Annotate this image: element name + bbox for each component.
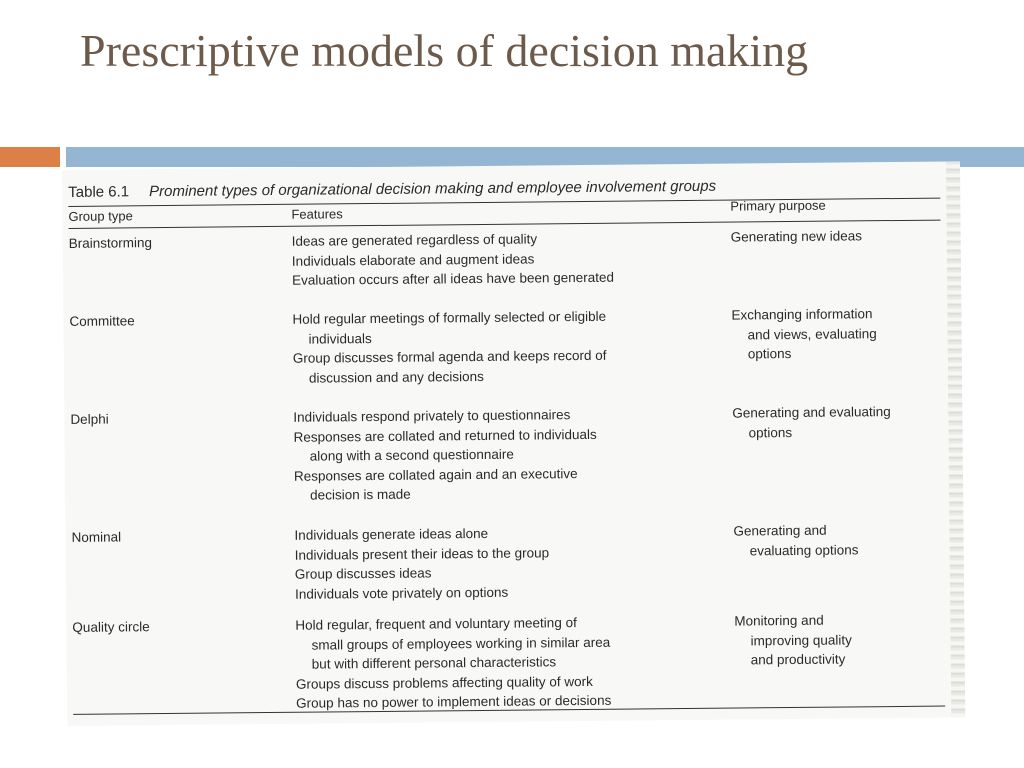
purpose-line: improving quality bbox=[750, 631, 852, 648]
table-number: Table 6.1 bbox=[68, 183, 130, 201]
features-cell bbox=[293, 404, 724, 506]
feature-line: Individuals present their ideas to the group bbox=[294, 544, 550, 563]
feature-line: Individuals respond privately to questionnaires bbox=[293, 407, 571, 425]
feature-line: Hold regular, frequent and voluntary meeting of bbox=[295, 615, 577, 633]
purpose-cell bbox=[732, 402, 942, 443]
feature-line: individuals bbox=[308, 330, 372, 347]
purpose-line: options bbox=[747, 346, 792, 362]
column-header-group-type: Group type bbox=[68, 208, 133, 224]
feature-line: small groups of employees working in similar area bbox=[311, 634, 611, 653]
feature-line: Individuals vote privately on options bbox=[295, 584, 509, 602]
table-row bbox=[64, 402, 944, 503]
purpose-line: Exchanging information bbox=[731, 306, 873, 323]
purpose-cell bbox=[734, 610, 945, 671]
feature-line: Individuals generate ideas alone bbox=[294, 525, 489, 543]
group-type-cell: Nominal bbox=[71, 529, 122, 545]
purpose-cell bbox=[733, 520, 943, 561]
table-caption-title: Prominent types of organizational decision making and employee involvement groups bbox=[149, 177, 717, 201]
features-cell bbox=[292, 228, 723, 291]
feature-line: Ideas are generated regardless of quality bbox=[291, 231, 538, 249]
purpose-line: Generating and bbox=[733, 522, 827, 539]
table-row bbox=[65, 520, 945, 602]
purpose-cell bbox=[731, 304, 942, 365]
features-cell bbox=[294, 522, 725, 604]
slide-title: Prescriptive models of decision making bbox=[80, 25, 809, 76]
purpose-line: and productivity bbox=[750, 651, 846, 668]
feature-line: Groups discuss problems affecting quality of work bbox=[295, 673, 593, 692]
table-row bbox=[63, 304, 943, 386]
feature-line: along with a second questionnaire bbox=[309, 446, 514, 464]
feature-line: Hold regular meetings of formally selected or eligible bbox=[292, 308, 607, 327]
feature-line: Evaluation occurs after all ideas have been generated bbox=[291, 269, 615, 288]
purpose-line: Monitoring and bbox=[734, 612, 824, 629]
feature-line: but with different personal characteristics bbox=[311, 654, 557, 672]
feature-line: Group discusses ideas bbox=[294, 565, 432, 582]
scan-page-edge bbox=[946, 161, 965, 717]
purpose-line: Generating new ideas bbox=[730, 228, 863, 245]
feature-line: Group has no power to implement ideas or decisions bbox=[296, 692, 612, 711]
table-caption bbox=[68, 178, 716, 201]
purpose-line: evaluating options bbox=[749, 541, 859, 558]
feature-line: Group discusses formal agenda and keeps record of bbox=[292, 347, 607, 366]
purpose-line: and views, evaluating bbox=[747, 325, 877, 342]
features-cell bbox=[292, 306, 723, 388]
table-row bbox=[66, 610, 946, 711]
group-type-cell: Delphi bbox=[70, 411, 109, 427]
feature-line: decision is made bbox=[310, 486, 411, 503]
feature-line: discussion and any decisions bbox=[308, 368, 484, 386]
purpose-line: Generating and evaluating bbox=[732, 404, 891, 421]
purpose-line: options bbox=[748, 424, 793, 440]
group-type-cell: Committee bbox=[69, 313, 135, 329]
group-type-cell: Quality circle bbox=[72, 619, 150, 635]
column-header-primary-purpose: Primary purpose bbox=[730, 197, 826, 214]
column-header-features: Features bbox=[291, 206, 343, 222]
accent-bar-orange bbox=[0, 147, 60, 167]
features-cell bbox=[295, 612, 726, 714]
feature-line: Responses are collated again and an executive bbox=[293, 465, 578, 484]
group-type-cell: Brainstorming bbox=[68, 235, 153, 251]
purpose-cell bbox=[731, 226, 941, 248]
scanned-table-image bbox=[62, 161, 957, 726]
feature-line: Individuals elaborate and augment ideas bbox=[291, 250, 535, 269]
feature-line: Responses are collated and returned to individuals bbox=[293, 426, 597, 445]
